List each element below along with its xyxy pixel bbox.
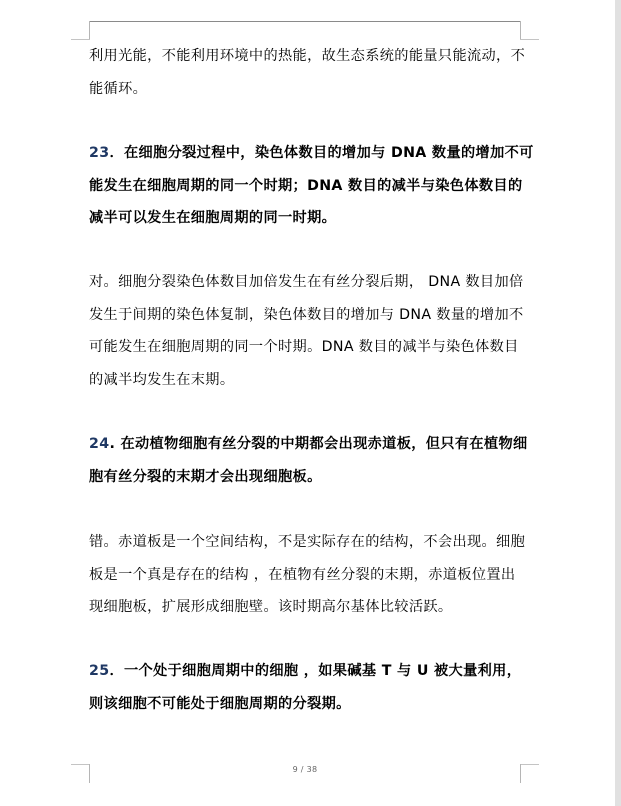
question-number: 25: [89, 663, 110, 679]
answer-paragraph-continued: [89, 40, 529, 105]
question-line: 24. 在动植物细胞有丝分裂的中期都会出现赤道板，但只有在植物细: [89, 436, 528, 452]
question-25: [89, 655, 529, 720]
answer-line: 可能发生在细胞周期的同一个时期。DNA 数目的减半与染色体数目: [89, 339, 519, 355]
question-line: 25．一个处于细胞周期中的细胞 ，如果碱基 T 与 U 被大量利用，: [89, 663, 522, 679]
question-number: 23: [89, 145, 110, 161]
answer-23: [89, 266, 529, 396]
header-margin-mark-left: [71, 39, 90, 40]
answer-line: 对。细胞分裂染色体数目加倍发生在有丝分裂后期， DNA 数目加倍: [89, 274, 524, 290]
answer-line: 的减半均发生在末期。: [89, 371, 235, 388]
viewer-scroll-gutter[interactable]: [615, 0, 621, 806]
header-corner-left: [89, 21, 90, 40]
text-line: 利用光能，不能利用环境中的热能，故生态系统的能量只能流动，不: [89, 48, 526, 64]
answer-line: 错。赤道板是一个空间结构，不是实际存在的结构，不会出现。细胞: [89, 534, 526, 550]
header-frame-line: [89, 21, 521, 22]
question-line: 则该细胞不可能处于细胞周期的分裂期。: [89, 695, 351, 712]
footer-corner-right: [520, 764, 521, 783]
answer-24: [89, 526, 529, 624]
header-corner-right: [520, 21, 521, 40]
question-line: 能发生在细胞周期的同一个时期；DNA 数目的减半与染色体数目的: [89, 177, 523, 194]
text-line: 能循环。: [89, 80, 148, 97]
question-24: [89, 428, 529, 493]
answer-line: 板是一个真是存在的结构 ，在植物有丝分裂的末期，赤道板位置出: [89, 566, 516, 583]
answer-line: 现细胞板，扩展形成细胞壁。该时期高尔基体比较活跃。: [89, 599, 453, 615]
question-line: 23．在细胞分裂过程中，染色体数目的增加与 DNA 数量的增加不可: [89, 145, 534, 161]
footer-margin-mark-right: [520, 764, 539, 765]
question-line: 胞有丝分裂的末期才会出现细胞板。: [89, 468, 322, 485]
footer-margin-mark-left: [71, 764, 90, 765]
answer-line: 发生于间期的染色体复制，染色体数目的增加与 DNA 数量的增加不: [89, 306, 524, 323]
footer-corner-left: [89, 764, 90, 783]
question-line: 减半可以发生在细胞周期的同一时期。: [89, 210, 337, 226]
question-23: [89, 137, 534, 235]
page-number: 9 / 38: [292, 765, 318, 774]
question-number: 24: [89, 436, 110, 452]
